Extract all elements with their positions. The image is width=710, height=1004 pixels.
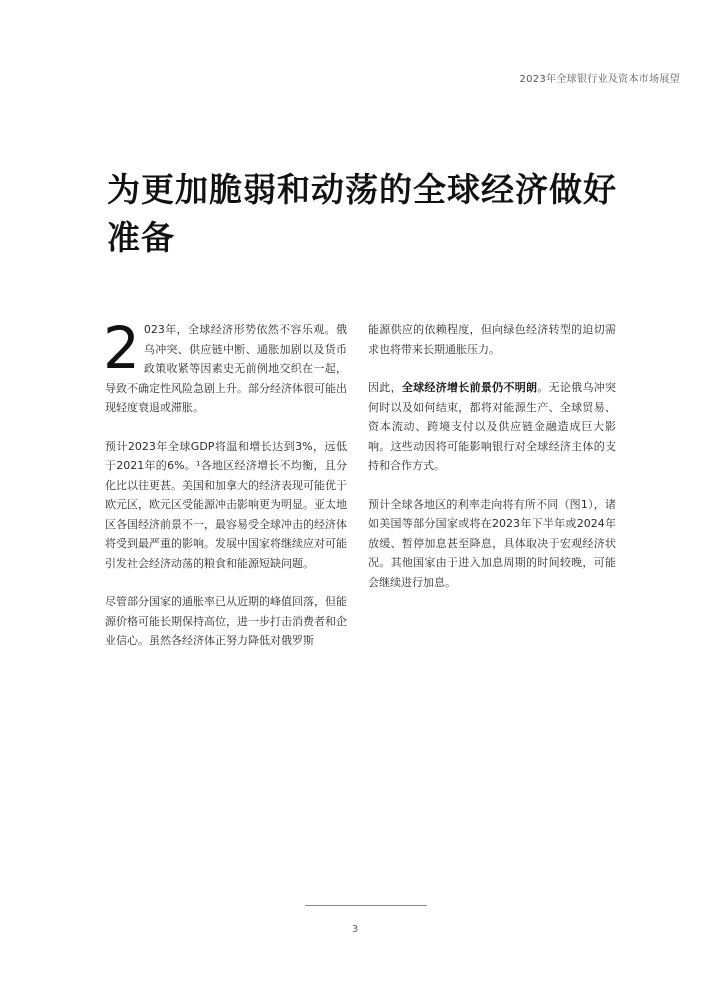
page-title: 为更加脆弱和动荡的全球经济做好准备 xyxy=(107,170,617,257)
outlook-lead: 因此， xyxy=(368,381,402,394)
report-title: 2023年全球银行业及资本市场展望 xyxy=(519,74,680,85)
paragraph-outlook xyxy=(368,378,616,476)
paragraph-intro-text: 023年，全球经济形势依然不容乐观。俄乌冲突、供应链中断、通胀加剧以及货币政策收紧等因素史无前例地交织在一起，导致不确定性风险急剧上升。部分经济体很可能出现轻度衰退或滞胀。 xyxy=(105,323,347,414)
paragraph-inflation: 尽管部分国家的通胀率已从近期的峰值回落，但能源价格可能长期保持高位，进一步打击消费者和企业信心。虽然各经济体正努力降低对俄罗斯 xyxy=(105,595,347,647)
paragraph-energy: 能源供应的依赖程度，但向绿色经济转型的迫切需求也将带来长期通胀压力。 xyxy=(368,323,616,356)
paragraph-intro xyxy=(103,314,347,418)
right-column xyxy=(368,320,616,611)
page-number: 3 xyxy=(351,924,359,935)
drop-cap: 2 xyxy=(103,314,140,382)
left-column xyxy=(103,314,347,670)
footer-divider xyxy=(305,905,427,906)
outlook-rest: 。无论俄乌冲突何时以及如何结束，都将对能源生产、全球贸易、资本流动、跨境支付以及供应链金融造成巨大影响。这些动因将可能影响银行对全球经济主体的支持和合作方式。 xyxy=(368,381,617,472)
paragraph-gdp: 预计2023年全球GDP将温和增长达到3%，远低于2021年的6%。¹各地区经济增长不均衡，且分化比以往更甚。美国和加拿大的经济表现可能优于欧元区，欧元区受能源冲击影响更为明显。亚太地区各国经济前景不一，最容易受全球冲击的经济体将受到最严重的影响。发展中国家将继续应对可能引发社会经济动荡的粮食和能源短缺问题。 xyxy=(105,439,347,570)
paragraph-interest-rates: 预计全球各地区的利率走向将有所不同（图1），诸如美国等部分国家或将在2023年下半年或2024年放缓、暂停加息甚至降息，具体取决于宏观经济状况。其他国家由于进入加息周期的时间较晚，可能会继续进行加息。 xyxy=(368,497,616,589)
outlook-emphasis: 全球经济增长前景仍不明朗 xyxy=(401,381,538,394)
